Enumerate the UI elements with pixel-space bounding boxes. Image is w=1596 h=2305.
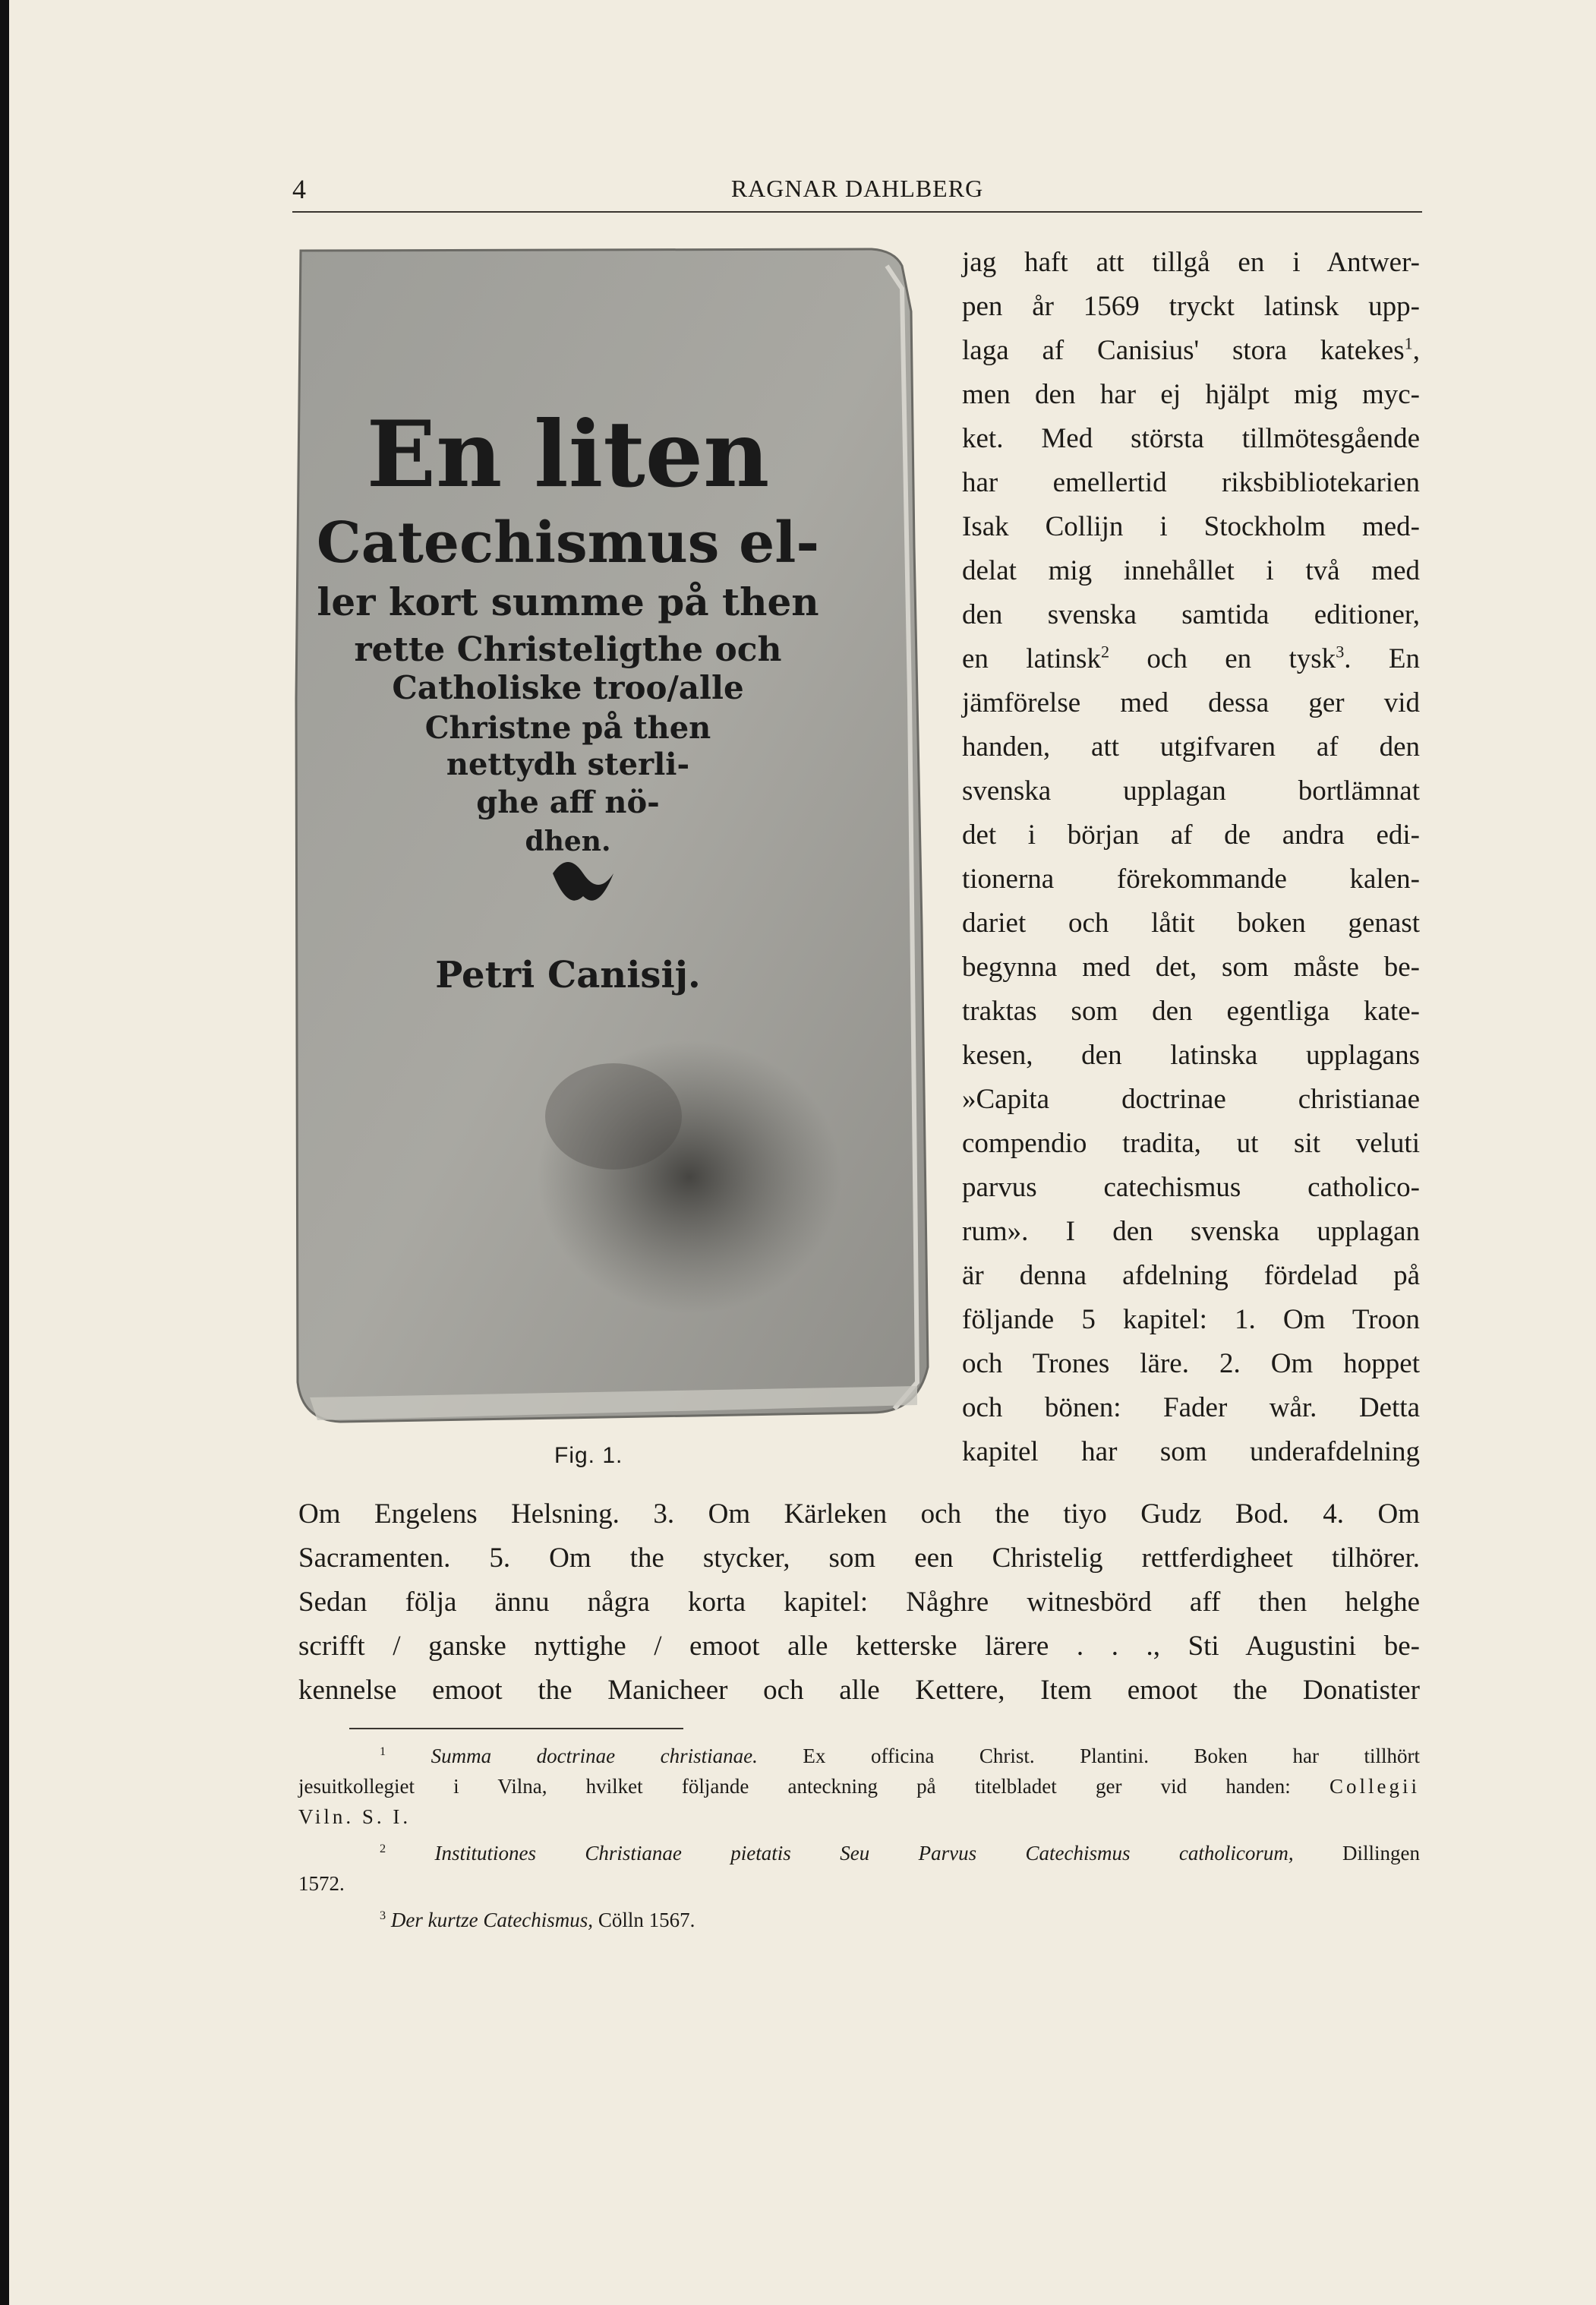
footnote-2-line-2: 1572. xyxy=(298,1872,345,1895)
side-line-28: kapitel har som underafdelning xyxy=(962,1436,1420,1467)
side-line-12: handen, att utgifvaren af den xyxy=(962,731,1420,763)
title-line-1: En liten xyxy=(366,401,770,508)
side-line-1: jag haft att tillgå en i Antwer- xyxy=(962,247,1420,278)
footnote-2: $^2$ Institutiones Christianae pietatis Seu Parvus Catechismus catholicorum, Dillingen xyxy=(380,1842,1421,1865)
footnote-3: $^3$ Der kurtze Catechismus, Cölln 1567. xyxy=(380,1909,695,1931)
title-line-5: Catholiske troo/alle xyxy=(392,669,744,706)
title-line-9: dhen. xyxy=(525,826,611,857)
side-line-26: och Trones läre. 2. Om hoppet xyxy=(962,1348,1420,1379)
title-line-3: ler kort summe på then xyxy=(317,579,819,624)
footnote-1: $^1$ Summa doctrinae christianae. Ex officina Christ. Plantini. Boken har tillhört xyxy=(380,1745,1421,1767)
side-line-6: har emellertid riksbibliotekarien xyxy=(962,467,1420,498)
side-line-24: är denna afdelning fördelad på xyxy=(962,1260,1420,1291)
side-line-7: Isak Collijn i Stockholm med- xyxy=(962,511,1420,542)
side-line-27: och bönen: Fader wår. Detta xyxy=(962,1392,1420,1423)
full-line-1: Om Engelens Helsning. 3. Om Kärleken och the tiyo Gudz Bod. 4. Om xyxy=(298,1498,1420,1530)
figure-1 xyxy=(295,243,932,1424)
running-head: RAGNAR DAHLBERG xyxy=(730,175,984,202)
side-line-11: jämförelse med dessa ger vid xyxy=(962,687,1420,718)
stain-small xyxy=(545,1063,682,1170)
title-page-photo xyxy=(295,243,932,1424)
footnote-1-line-2: jesuitkollegiet i Vilna, hvilket följande anteckning på titelbladet ger vid handen: Collegii xyxy=(298,1775,1420,1798)
title-line-7: nettydh sterli- xyxy=(446,747,690,782)
side-line-23: rum». I den svenska upplagan xyxy=(962,1216,1420,1247)
side-line-5: ket. Med största tillmötesgående xyxy=(962,423,1420,454)
page-header xyxy=(292,173,1422,213)
full-line-3: Sedan följa ännu några korta kapitel: Någhre witnesbörd aff then helghe xyxy=(298,1587,1420,1618)
scan-edge xyxy=(0,0,9,2305)
page-number: 4 xyxy=(292,174,306,204)
full-line-5: kennelse emoot the Manicheer och alle Kettere, Item emoot the Donatister xyxy=(298,1675,1420,1706)
side-line-25: följande 5 kapitel: 1. Om Troon xyxy=(962,1304,1420,1335)
side-line-21: compendio tradita, ut sit veluti xyxy=(962,1128,1420,1159)
side-line-15: tionerna förekommande kalen- xyxy=(962,864,1420,895)
side-line-16: dariet och låtit boken genast xyxy=(962,908,1420,939)
footnote-ref-3: 3 xyxy=(1336,642,1345,662)
side-line-17: begynna med det, som måste be- xyxy=(962,952,1420,983)
footnote-ref-1: 1 xyxy=(1404,333,1413,353)
side-line-3: laga af Canisius' stora katekes$^1$, xyxy=(962,333,1420,366)
figure-caption: Fig. 1. xyxy=(554,1443,623,1468)
title-line-10: Petri Canisij. xyxy=(435,954,701,996)
footnote-ref-2: 2 xyxy=(1100,642,1110,662)
footnote-separator xyxy=(349,1728,683,1729)
side-line-22: parvus catechismus catholico- xyxy=(962,1172,1420,1203)
title-line-8: ghe aff nö- xyxy=(476,785,660,820)
footnote-1-line-3: Viln. S. I. xyxy=(298,1805,412,1828)
full-line-2: Sacramenten. 5. Om the stycker, som een Christelig rettferdigheet tilhörer. xyxy=(298,1542,1420,1574)
side-line-13: svenska upplagan bortlämnat xyxy=(962,775,1420,807)
side-line-18: traktas som den egentliga kate- xyxy=(962,996,1420,1027)
side-line-8: delat mig innehållet i två med xyxy=(962,555,1420,586)
side-line-20: »Capita doctrinae christianae xyxy=(962,1084,1420,1115)
full-line-4: scrifft / ganske nyttighe / emoot alle ketterske lärere . . ., Sti Augustini be- xyxy=(298,1631,1420,1662)
title-line-4: rette Christeligthe och xyxy=(354,630,782,669)
side-line-9: den svenska samtida editioner, xyxy=(962,599,1420,630)
side-line-2: pen år 1569 tryckt latinsk upp- xyxy=(962,291,1420,322)
title-line-2: Catechismus el- xyxy=(316,510,820,576)
side-line-4: men den har ej hjälpt mig myc- xyxy=(962,379,1420,410)
side-line-14: det i början af de andra edi- xyxy=(962,819,1420,851)
side-line-19: kesen, den latinska upplagans xyxy=(962,1040,1420,1071)
title-line-6: Christne på then xyxy=(424,710,711,746)
side-line-10: en latinsk$^2$ och en tysk$^3$. En xyxy=(962,642,1420,674)
